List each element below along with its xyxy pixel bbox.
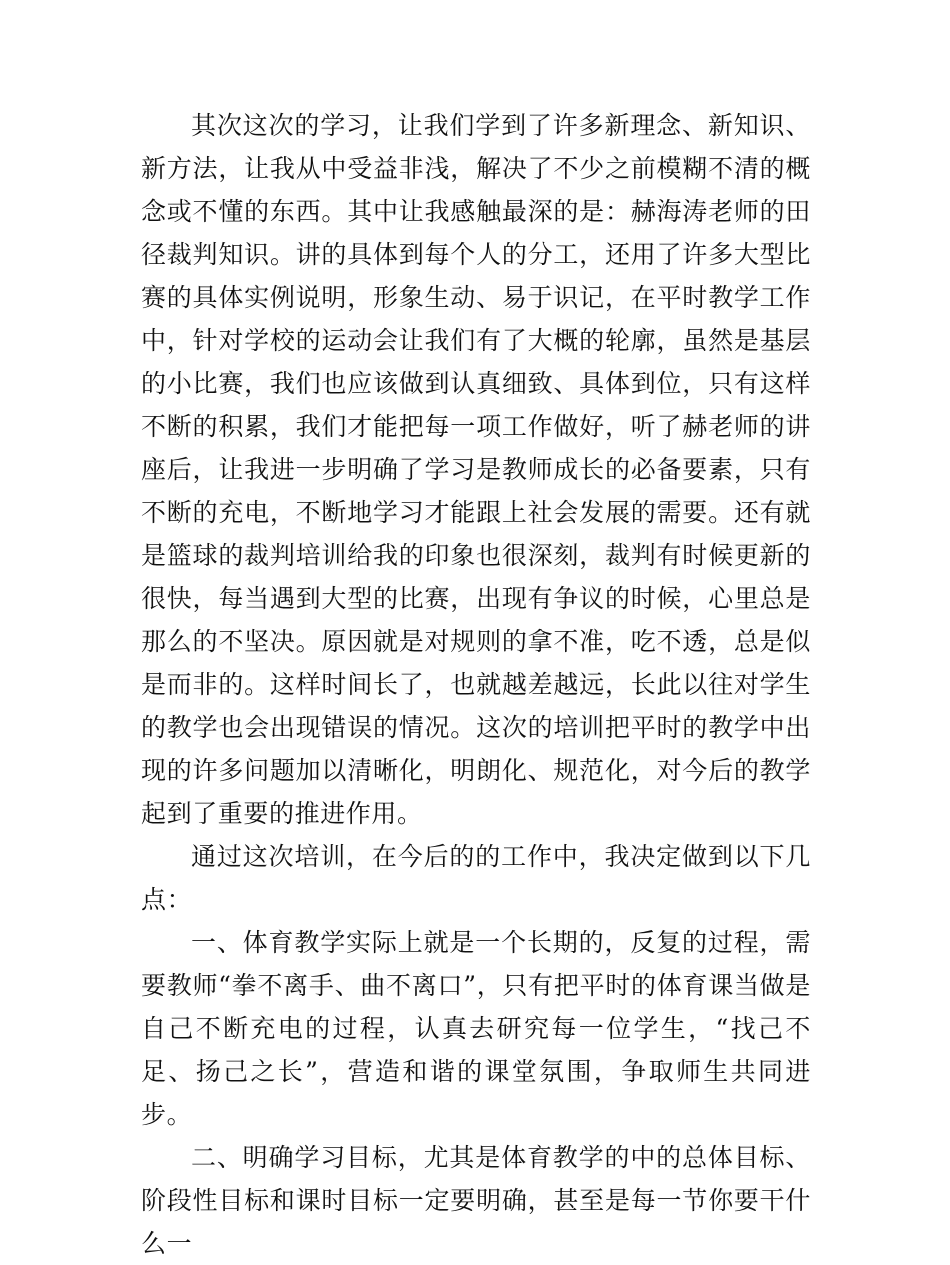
document-body xyxy=(141,104,811,1265)
paragraph-training-intro: 通过这次培训，在今后的的工作中，我决定做到以下几点： xyxy=(141,842,811,914)
paragraph-point-two: 二、明确学习目标，尤其是体育教学的中的总体目标、阶段性目标和课时目标一定要明确，甚至是每一节你要干什么一 xyxy=(141,1143,811,1258)
paragraph-study-reflection: 其次这次的学习，让我们学到了许多新理念、新知识、新方法，让我从中受益非浅，解决了不少之前模糊不清的概念或不懂的东西。其中让我感触最深的是：赫海涛老师的田径裁判知识。讲的具体到每个人的分工，还用了许多大型比赛的具体实例说明，形象生动、易于识记，在平时教学工作中，针对学校的运动会让我们有了大概的轮廓，虽然是基层的小比赛，我们也应该做到认真细致、具体到位，只有这样不断的积累，我们才能把每一项工作做好，听了赫老师的讲座后，让我进一步明确了学习是教师成长的必备要素，只有不断的充电，不断地学习才能跟上社会发展的需要。还有就是篮球的裁判培训给我的印象也很深刻，裁判有时候更新的很快，每当遇到大型的比赛，出现有争议的时候，心里总是那么的不坚决。原因就是对规则的拿不准，吃不透，总是似是而非的。这样时间长了，也就越差越远，长此以往对学生的教学也会出现错误的情况。这次的培训把平时的教学中出现的许多问题加以清晰化，明朗化、规范化，对今后的教学起到了重要的推进作用。 xyxy=(141,111,811,828)
paragraph-point-one: 一、体育教学实际上就是一个长期的，反复的过程，需要教师“拳不离手、曲不离口”，只有把平时的体育课当做是自己不断充电的过程，认真去研究每一位学生，“找己不足、扬己之长”，营造和谐的课堂氛围，争取师生共同进步。 xyxy=(141,928,811,1129)
